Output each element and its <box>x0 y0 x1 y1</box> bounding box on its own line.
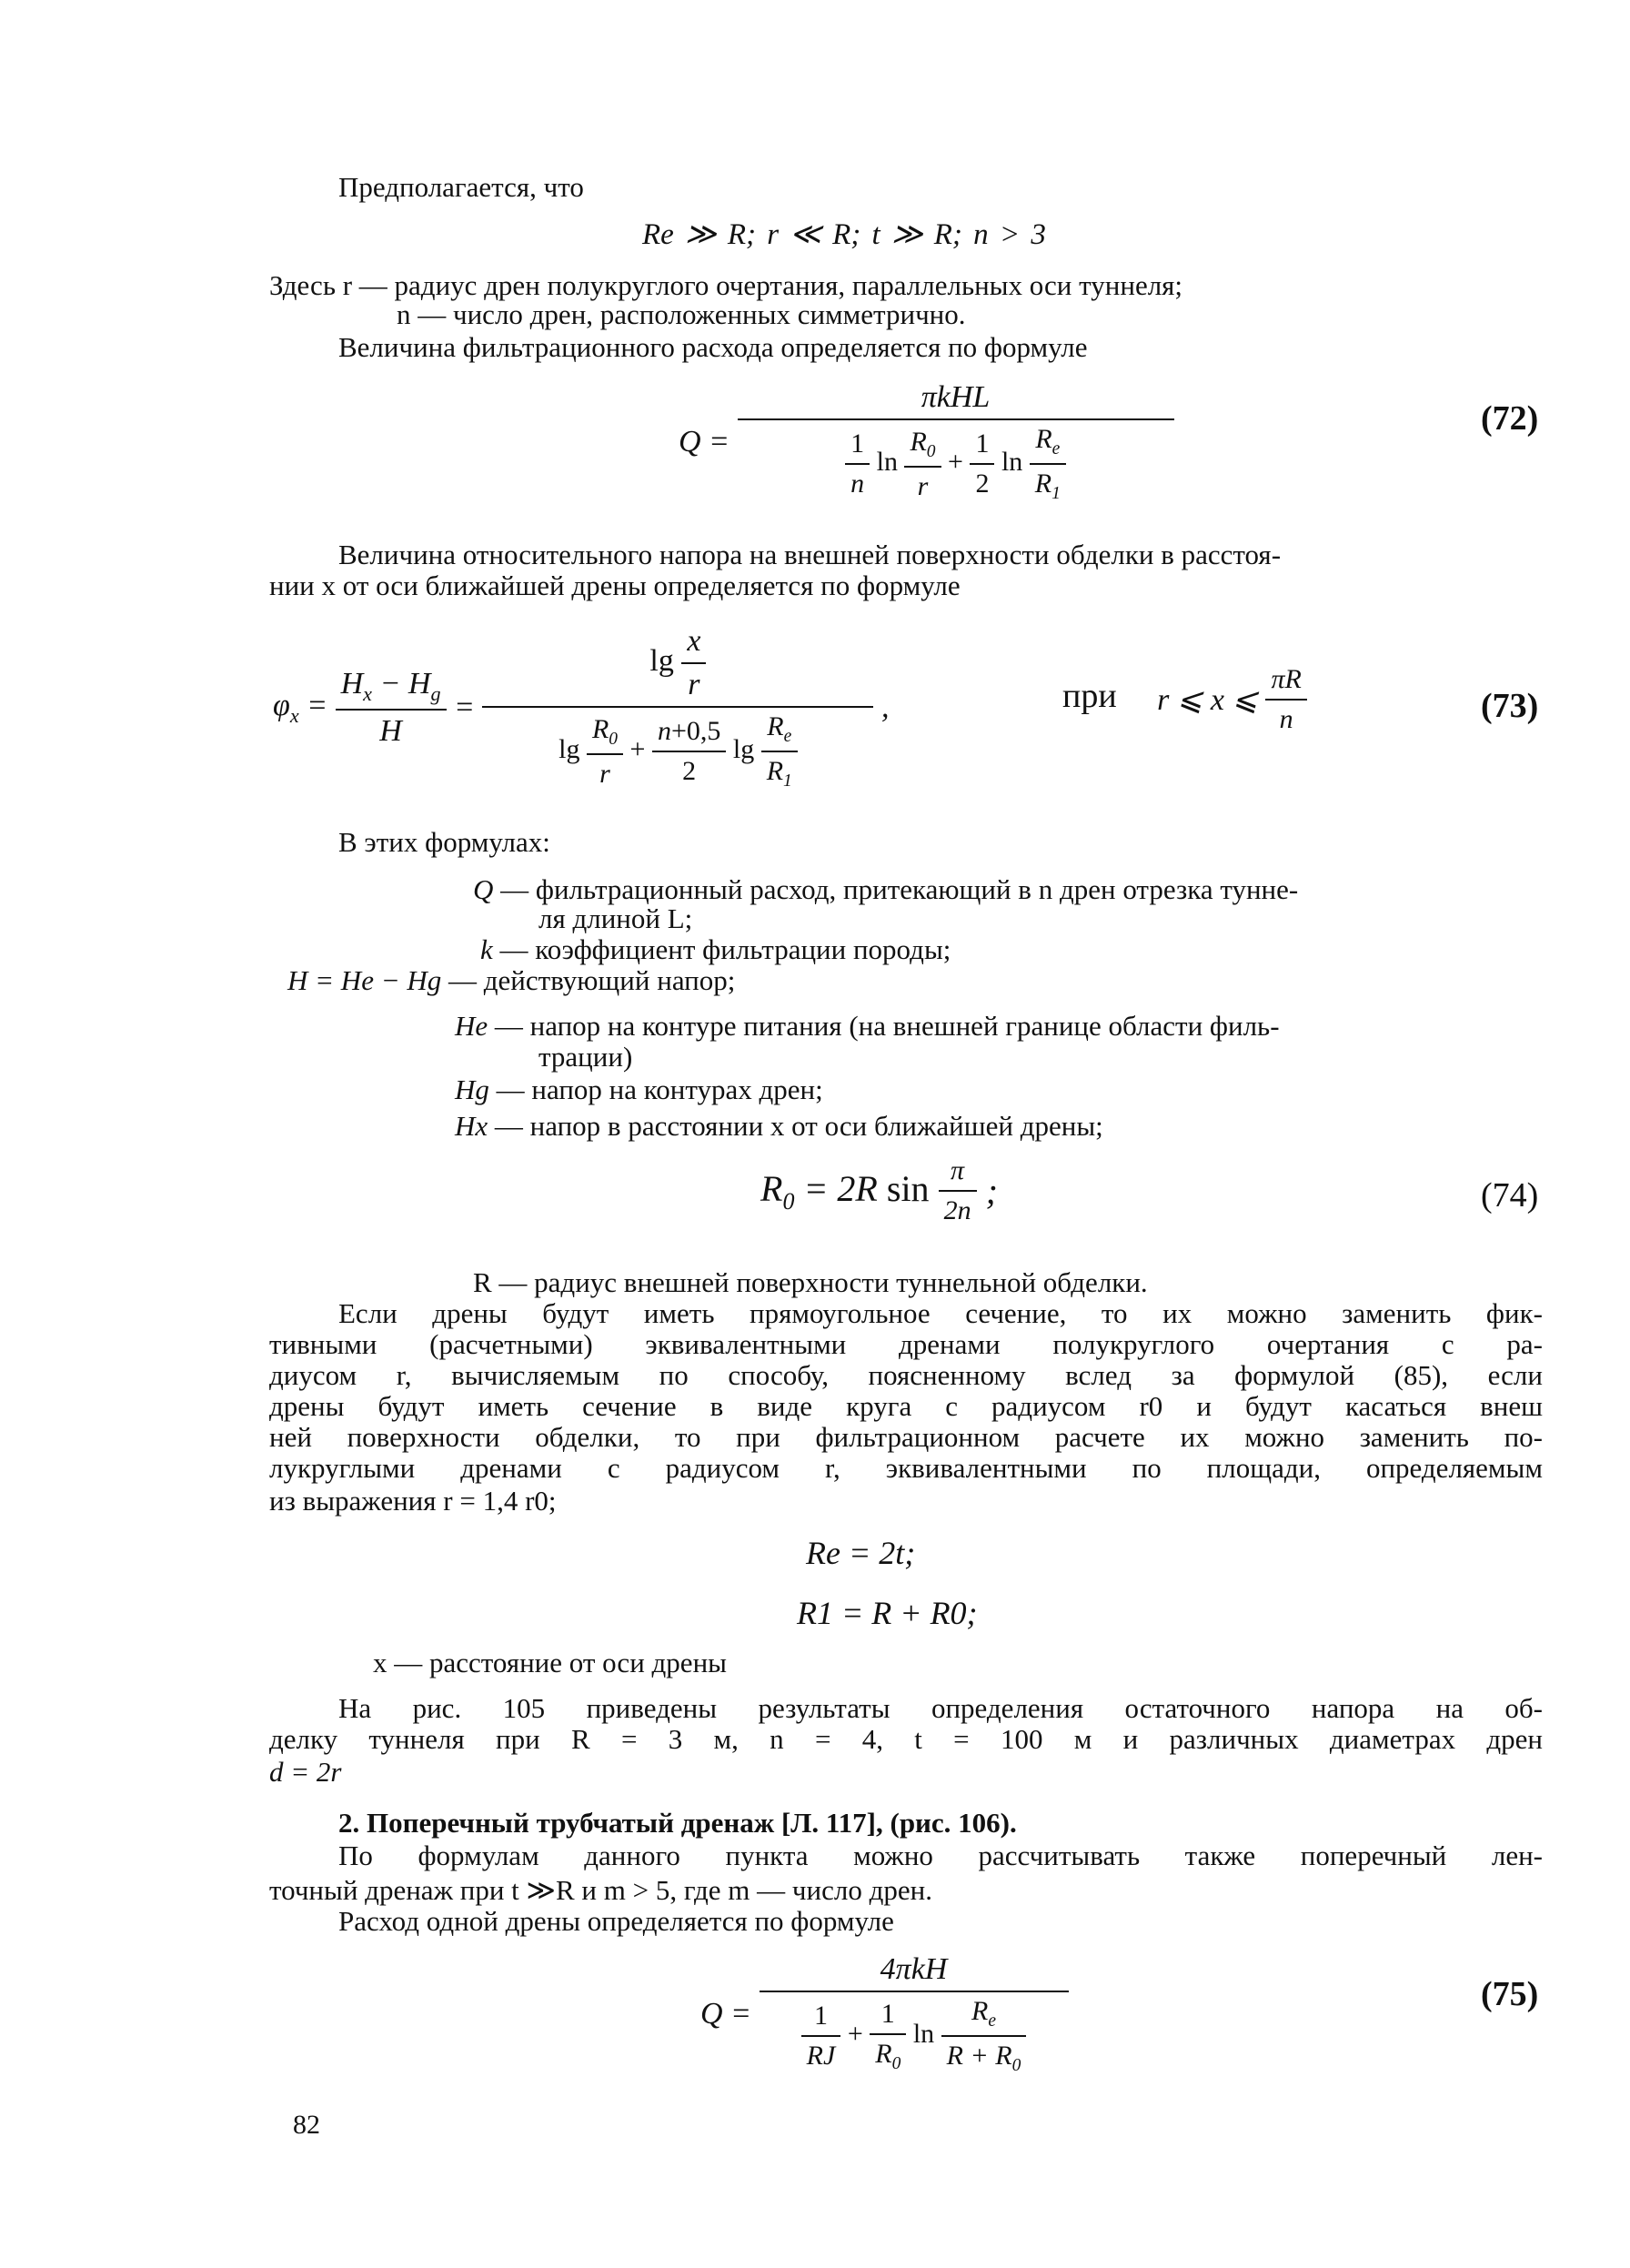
eq72-numerator: πkHL <box>738 380 1174 420</box>
def-q <box>473 873 1298 906</box>
eq75-number: (75) <box>1481 1975 1539 2013</box>
def-h <box>287 964 735 997</box>
assumption-formula: Re ≫ R; r ≪ R; t ≫ R; n > 3 <box>642 218 1046 251</box>
def-k <box>480 933 951 966</box>
def-k-text: — коэффициент фильтрации породы; <box>499 933 951 965</box>
def-hx-symbol: Hx <box>455 1110 488 1142</box>
def-hx-text: — напор в расстоянии x от оси ближайшей дрены; <box>494 1110 1103 1142</box>
para2-line-2: делку туннеля при R = 3 м, n = 4, t = 100 м и различных диаметрах дрен <box>269 1723 1543 1755</box>
def-he-cont: трации) <box>538 1041 633 1073</box>
def-he-symbol: He <box>455 1010 488 1042</box>
eq75-numerator: 4πkH <box>760 1952 1069 1992</box>
eq74-number: (74) <box>1481 1176 1539 1215</box>
def-he-text: — напор на контуре питания (на внешней границе области филь- <box>494 1010 1280 1042</box>
eq72-number: (72) <box>1481 399 1539 438</box>
para2-line-3: d = 2r <box>269 1756 342 1788</box>
here-line-1: Здесь r — радиус дрен полукруглого очертания, параллельных оси туннеля; <box>269 269 1183 301</box>
equation-re: Re = 2t; <box>806 1535 916 1571</box>
eq73-condition: при r ⩽ x ⩽ $\frac{\pi R}{n}$ <box>1062 664 1307 735</box>
r-definition: R — радиус внешней поверхности туннельной обделки. <box>473 1266 1148 1298</box>
filtration-intro: Величина фильтрационного расхода определяется по формуле <box>338 331 1088 363</box>
equation-72: Q = πkHL $\frac{1}{n}$ ln $\frac{R_0}{r}$ + $\frac{1}{2}$ ln $\frac{R_e}{R_1}$ <box>679 380 1174 504</box>
para1-line-5: ней поверхности обделки, то при фильтрационном расчете их можно заменить по- <box>269 1421 1543 1453</box>
rel-head-line-2: нии x от оси ближайшей дрены определяется по формуле <box>269 570 961 601</box>
equation-r1: R1 = R + R0; <box>797 1595 978 1631</box>
para1-line-6: лукруглыми дренами с радиусом r, эквивалентными по площади, определяемым <box>269 1452 1543 1484</box>
rel-head-line-1: Величина относительного напора на внешней поверхности обделки в расстоя- <box>338 539 1282 570</box>
def-h-text: — действующий напор; <box>448 964 736 996</box>
page-number: 82 <box>293 2110 320 2140</box>
def-hg <box>455 1074 823 1106</box>
para3-line-3: Расход одной дрены определяется по формуле <box>338 1905 894 1937</box>
para3-line-1: По формулам данного пункта можно рассчитывать также поперечный лен- <box>338 1840 1543 1871</box>
para2-line-1: На рис. 105 приведены результаты определения остаточного напора на об- <box>338 1692 1543 1724</box>
in-formulas-heading: В этих формулах: <box>338 826 550 858</box>
eq73-condition-word: при <box>1062 676 1117 715</box>
para3-line-2: точный дренаж при t ≫R и m > 5, где m — число дрен. <box>269 1874 932 1906</box>
def-q-symbol: Q <box>473 873 494 905</box>
equation-73: $\varphi_x$ = $\frac{H_x - H_g}{H}$ = lg $\frac{x}{r}$ lg $\frac{R_0}{r}$ + $\frac{n+0,5}{2}$ lg $\frac{R_e}{R_1}$ , <box>273 624 890 791</box>
para1-line-1: Если дрены будут иметь прямоугольное сечение, то их можно заменить фик- <box>338 1297 1543 1329</box>
def-q-cont: ля длиной L; <box>538 902 693 934</box>
def-hg-text: — напор на контурах дрен; <box>496 1074 823 1105</box>
equation-74: $R_0 = 2R$ sin $\frac{\pi}{2n}$ ; <box>760 1155 998 1225</box>
para1-line-3: диусом r, вычисляемым по способу, поясненному вслед за формулой (85), если <box>269 1359 1543 1391</box>
eq73-number: (73) <box>1481 687 1539 725</box>
def-hg-symbol: Hg <box>455 1074 489 1105</box>
para1-line-7: из выражения r = 1,4 r0; <box>269 1485 557 1517</box>
x-definition: x — расстояние от оси дрены <box>373 1647 727 1678</box>
def-hx <box>455 1110 1103 1143</box>
para1-line-2: тивными (расчетными) эквивалентными дренами полукруглого очертания с ра- <box>269 1328 1543 1360</box>
def-he <box>455 1010 1280 1043</box>
section-2-heading: 2. Поперечный трубчатый дренаж [Л. 117], (рис. 106). <box>338 1807 1017 1839</box>
def-q-text: — фильтрационный расход, притекающий в n дрен отрезка тунне- <box>500 873 1299 905</box>
here-line-2: n — число дрен, расположенных симметрично. <box>397 298 966 330</box>
intro-line: Предполагается, что <box>338 171 584 203</box>
para1-line-4: дрены будут иметь сечение в виде круга с радиусом r0 и будут касаться внеш <box>269 1390 1543 1422</box>
equation-75: Q = 4πkH $\frac{1}{RJ}$ + $\frac{1}{R_0}$ ln $\frac{R_e}{R + R_0}$ <box>700 1952 1069 2076</box>
def-h-symbol: H = He − Hg <box>287 964 442 996</box>
def-k-symbol: k <box>480 933 493 965</box>
